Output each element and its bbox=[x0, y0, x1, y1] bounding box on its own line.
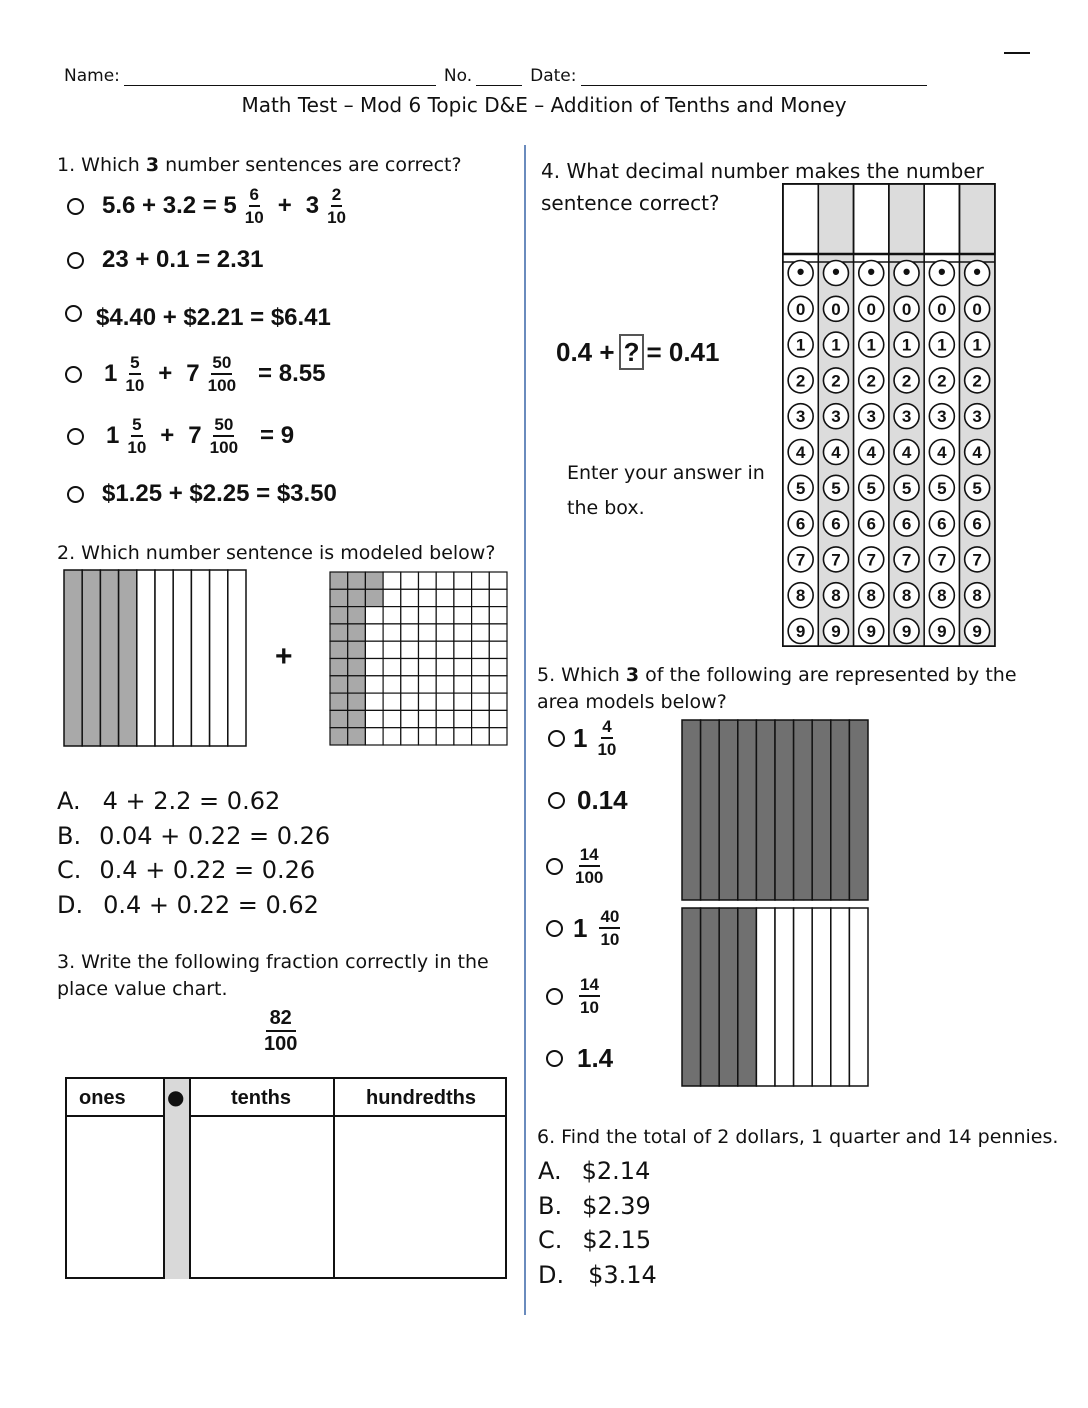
bubble-label: 1 bbox=[901, 335, 912, 355]
shaded-hundredth bbox=[348, 641, 366, 658]
hundredth-cell bbox=[419, 693, 437, 710]
radio-button[interactable] bbox=[546, 920, 563, 937]
bubble-label: 8 bbox=[972, 586, 982, 606]
corner-mark bbox=[1004, 52, 1030, 54]
bubble-label: • bbox=[796, 259, 805, 284]
bubble-label: 5 bbox=[831, 478, 841, 498]
hundredth-cell bbox=[401, 589, 419, 606]
hundredth-cell bbox=[419, 676, 437, 693]
q1-option-6[interactable]: $1.25 + $2.25 = $3.50 bbox=[67, 480, 337, 508]
shaded-tenth bbox=[719, 720, 738, 900]
q2-option-a[interactable]: A. 4 + 2.2 = 0.62 bbox=[57, 787, 281, 815]
shaded-tenth bbox=[756, 720, 775, 900]
hundredth-cell bbox=[365, 624, 383, 641]
fraction: $\frac{4}{10}$ bbox=[597, 717, 617, 759]
tenth-strip bbox=[191, 570, 209, 746]
hundredth-cell bbox=[401, 572, 419, 589]
bubble-label: 2 bbox=[866, 371, 876, 391]
shaded-hundredth bbox=[348, 607, 366, 624]
shaded-hundredth bbox=[330, 659, 348, 676]
hundredth-cell bbox=[419, 710, 437, 727]
hundredth-cell bbox=[436, 572, 454, 589]
bubble-label: 4 bbox=[795, 443, 806, 462]
hundredth-cell bbox=[419, 728, 437, 745]
fraction: $\frac{14}{100}$ bbox=[575, 845, 604, 887]
shaded-tenth bbox=[719, 908, 738, 1086]
bubble-label: 7 bbox=[831, 550, 841, 570]
hundredth-cell bbox=[436, 710, 454, 727]
shaded-hundredth bbox=[330, 572, 348, 589]
bubble-label: 6 bbox=[901, 514, 912, 534]
q1-option-2[interactable]: 23 + 0.1 = 2.31 bbox=[67, 246, 263, 274]
hundredth-cell bbox=[365, 693, 383, 710]
bubble-label: 1 bbox=[972, 335, 982, 355]
shaded-tenth bbox=[701, 720, 720, 900]
hundredth-cell bbox=[365, 607, 383, 624]
name-line bbox=[64, 66, 927, 86]
hundredth-cell bbox=[489, 693, 507, 710]
q2-options bbox=[57, 784, 330, 922]
tenth-strip bbox=[210, 570, 228, 746]
hundredths-cell[interactable] bbox=[335, 1117, 507, 1279]
answer-box[interactable]: ? bbox=[619, 334, 645, 370]
q6-option-d[interactable]: D. $3.14 bbox=[538, 1260, 657, 1289]
hundredth-cell bbox=[489, 659, 507, 676]
bubble-label: 6 bbox=[831, 514, 841, 534]
name-label: Name: bbox=[64, 66, 120, 86]
bubble-label: 9 bbox=[831, 622, 841, 641]
hundredth-cell bbox=[472, 693, 490, 710]
q5-option-3[interactable] bbox=[546, 846, 603, 886]
shaded-hundredth bbox=[330, 693, 348, 710]
area-model-1 bbox=[680, 718, 872, 902]
shaded-hundredth bbox=[330, 728, 348, 745]
hundredth-cell bbox=[401, 659, 419, 676]
q5-option-6[interactable]: 1.4 bbox=[546, 1043, 613, 1074]
hundredth-cell bbox=[436, 624, 454, 641]
tenth-strip bbox=[831, 908, 850, 1086]
bubble-label: 4 bbox=[937, 443, 947, 462]
shaded-tenth bbox=[812, 720, 831, 900]
q3-prompt: 3. Write the following fraction correctly in the place value chart. bbox=[57, 951, 489, 1000]
bubble-label: 7 bbox=[937, 550, 947, 570]
hundredth-cell bbox=[489, 624, 507, 641]
shaded-tenth bbox=[100, 570, 118, 746]
hundredth-cell bbox=[436, 659, 454, 676]
hundredth-cell bbox=[489, 710, 507, 727]
bubble-label: 3 bbox=[901, 407, 912, 427]
hundredth-cell bbox=[454, 659, 472, 676]
radio-button[interactable] bbox=[67, 486, 84, 503]
bubble-label: 2 bbox=[795, 371, 806, 391]
bubble-label: 7 bbox=[795, 550, 806, 570]
header-ones: ones bbox=[79, 1087, 126, 1109]
hundredth-cell bbox=[436, 693, 454, 710]
hundredth-cell bbox=[489, 572, 507, 589]
hundredth-cell bbox=[489, 589, 507, 606]
hundredth-cell bbox=[436, 589, 454, 606]
hundredth-cell bbox=[419, 641, 437, 658]
hundredth-cell bbox=[454, 641, 472, 658]
bubble-label: • bbox=[902, 259, 911, 284]
hundredth-cell bbox=[383, 659, 401, 676]
shaded-tenth bbox=[701, 908, 720, 1086]
page-title: Math Test – Mod 6 Topic D&E – Addition of Tenths and Money bbox=[241, 93, 847, 117]
q2-option-c[interactable]: C. 0.4 + 0.22 = 0.26 bbox=[57, 856, 316, 884]
hundredth-cell bbox=[436, 607, 454, 624]
bubble-label: 0 bbox=[866, 299, 876, 319]
radio-button[interactable] bbox=[67, 198, 84, 215]
q3-fraction: $\frac{82}{100}$ bbox=[264, 1007, 298, 1055]
bubble-label: 1 bbox=[795, 335, 806, 355]
q4-instruction: Enter your answer in the box. bbox=[567, 462, 765, 519]
radio-button[interactable] bbox=[65, 366, 82, 383]
fraction: $\frac{40}{10}$ bbox=[600, 907, 620, 949]
shaded-tenth bbox=[738, 720, 757, 900]
hundredth-cell bbox=[472, 624, 490, 641]
bubble-label: 9 bbox=[866, 622, 876, 641]
q2-prompt: 2. Which number sentence is modeled below? bbox=[57, 542, 496, 564]
no-field[interactable] bbox=[476, 67, 522, 86]
shaded-hundredth bbox=[348, 659, 366, 676]
hundredth-cell bbox=[401, 624, 419, 641]
hundredth-cell bbox=[401, 641, 419, 658]
fraction: $\frac{5}{10}$ bbox=[127, 415, 147, 457]
bubble-label: 9 bbox=[937, 622, 947, 641]
bubble-label: 0 bbox=[972, 299, 982, 319]
hundredth-cell bbox=[365, 641, 383, 658]
tenths-model bbox=[62, 568, 250, 748]
hundredth-cell bbox=[489, 641, 507, 658]
hundredth-cell bbox=[401, 728, 419, 745]
bubble-label: 2 bbox=[901, 371, 912, 391]
fraction: $\frac{14}{10}$ bbox=[580, 975, 599, 1017]
bubble-label: 5 bbox=[972, 478, 982, 498]
hundredth-cell bbox=[383, 641, 401, 658]
bubble-label: • bbox=[973, 259, 982, 284]
tenth-strip bbox=[228, 570, 246, 746]
place-value-chart bbox=[65, 1077, 507, 1279]
fraction: $\frac{50}{100}$ bbox=[209, 415, 239, 457]
hundredth-cell bbox=[419, 607, 437, 624]
hundredth-cell bbox=[365, 659, 383, 676]
hundredth-cell bbox=[436, 641, 454, 658]
bubble-label: 8 bbox=[866, 586, 876, 606]
radio-button[interactable] bbox=[546, 1050, 563, 1067]
hundredth-cell bbox=[454, 728, 472, 745]
fraction: $\frac{6}{10}$ bbox=[244, 185, 264, 227]
tenth-strip bbox=[137, 570, 155, 746]
hundredth-cell bbox=[383, 607, 401, 624]
bubble-label: 3 bbox=[972, 407, 982, 427]
bubble-label: 1 bbox=[866, 335, 876, 355]
hundredth-cell bbox=[383, 589, 401, 606]
shaded-hundredth bbox=[348, 710, 366, 727]
q5-option-2[interactable]: 0.14 bbox=[548, 785, 628, 816]
bubble-label: 7 bbox=[866, 550, 876, 570]
bubble-label: 8 bbox=[901, 586, 912, 606]
hundredth-cell bbox=[383, 572, 401, 589]
column-divider bbox=[524, 145, 526, 1315]
radio-button[interactable] bbox=[67, 428, 84, 445]
hundredth-cell bbox=[383, 710, 401, 727]
shaded-hundredth bbox=[330, 589, 348, 606]
bubble-label: • bbox=[937, 259, 946, 284]
radio-button[interactable] bbox=[67, 252, 84, 269]
hundredth-cell bbox=[383, 693, 401, 710]
bubble-label: 5 bbox=[937, 478, 947, 498]
shaded-hundredth bbox=[348, 624, 366, 641]
hundredth-cell bbox=[419, 624, 437, 641]
fraction: $\frac{2}{10}$ bbox=[327, 185, 346, 227]
hundredth-cell bbox=[401, 710, 419, 727]
tenth-strip bbox=[794, 908, 813, 1086]
date-field[interactable] bbox=[581, 67, 927, 86]
bubble-label: 4 bbox=[831, 443, 841, 462]
q4-equation: 0.4 + ? = 0.41 bbox=[556, 334, 719, 370]
bubble-label: 3 bbox=[937, 407, 947, 427]
bubble-label: 4 bbox=[901, 443, 912, 462]
shaded-hundredth bbox=[330, 676, 348, 693]
shaded-tenth bbox=[682, 908, 701, 1086]
shaded-hundredth bbox=[348, 676, 366, 693]
q5-option-5[interactable] bbox=[546, 976, 600, 1016]
q1-option-1[interactable]: 5.6 + 3.2 = 5 $\frac{6}{10}$ + 3 $\frac{2}{10}$ bbox=[67, 186, 346, 226]
radio-button[interactable] bbox=[548, 792, 565, 809]
answer-grid[interactable] bbox=[781, 182, 997, 650]
tenths-cell[interactable] bbox=[189, 1117, 333, 1279]
q6-option-c[interactable]: C. $2.15 bbox=[538, 1226, 652, 1254]
q5-option-1[interactable]: 1 $\frac{4}{10}$ bbox=[548, 718, 616, 758]
hundredth-cell bbox=[365, 728, 383, 745]
hundredth-cell bbox=[489, 607, 507, 624]
tenth-strip bbox=[775, 908, 794, 1086]
header-hundredths: hundredths bbox=[366, 1087, 476, 1109]
bubble-label: 2 bbox=[831, 371, 841, 391]
header-decimal-dot: ● bbox=[167, 1085, 185, 1109]
bubble-label: 5 bbox=[866, 478, 876, 498]
bubble-label: 7 bbox=[972, 550, 982, 570]
shaded-tenth bbox=[82, 570, 100, 746]
hundredth-cell bbox=[401, 676, 419, 693]
hundredth-cell bbox=[454, 624, 472, 641]
name-field[interactable] bbox=[124, 67, 436, 86]
tenth-strip bbox=[173, 570, 191, 746]
hundredth-cell bbox=[436, 676, 454, 693]
radio-button[interactable] bbox=[546, 988, 563, 1005]
hundredth-cell bbox=[454, 676, 472, 693]
shaded-tenth bbox=[738, 908, 757, 1086]
q1-option-3[interactable]: $4.40 + $2.21 = $6.41 bbox=[65, 304, 331, 332]
radio-button[interactable] bbox=[546, 858, 563, 875]
shaded-hundredth bbox=[330, 710, 348, 727]
hundredth-cell bbox=[419, 589, 437, 606]
hundredth-cell bbox=[365, 710, 383, 727]
hundredth-cell bbox=[454, 693, 472, 710]
tenth-strip bbox=[849, 908, 868, 1086]
hundredth-cell bbox=[472, 589, 490, 606]
hundredth-cell bbox=[436, 728, 454, 745]
q2-option-b[interactable]: B. 0.04 + 0.22 = 0.26 bbox=[57, 821, 331, 850]
bubble-label: 3 bbox=[831, 407, 841, 427]
q1-prompt: 1. Which 3 number sentences are correct? bbox=[57, 154, 462, 176]
bubble-label: 9 bbox=[972, 622, 982, 641]
bubble-label: 2 bbox=[937, 371, 947, 391]
hundredth-cell bbox=[419, 659, 437, 676]
fraction: $\frac{50}{100}$ bbox=[207, 353, 237, 395]
bubble-label: • bbox=[867, 259, 876, 284]
hundredth-cell bbox=[472, 572, 490, 589]
bubble-label: 6 bbox=[795, 514, 806, 534]
ones-cell[interactable] bbox=[67, 1117, 163, 1279]
q5-option-4[interactable]: 1 $\frac{40}{10}$ bbox=[546, 908, 620, 948]
shaded-hundredth bbox=[330, 607, 348, 624]
bubble-label: 8 bbox=[831, 586, 841, 606]
hundredth-cell bbox=[383, 728, 401, 745]
q1-option-5[interactable]: 1 $\frac{5}{10}$ + 7 $\frac{50}{100}$ = 9 bbox=[67, 416, 294, 456]
plus-sign: + bbox=[275, 640, 293, 673]
radio-button[interactable] bbox=[65, 305, 82, 322]
bubble-label: 2 bbox=[972, 371, 982, 391]
hundredth-cell bbox=[454, 572, 472, 589]
shaded-tenth bbox=[119, 570, 137, 746]
bubble-label: 3 bbox=[795, 407, 806, 427]
bubble-label: 1 bbox=[937, 335, 947, 355]
header-tenths: tenths bbox=[231, 1087, 291, 1109]
hundredth-cell bbox=[472, 710, 490, 727]
shaded-hundredth bbox=[348, 589, 366, 606]
hundredth-cell bbox=[454, 589, 472, 606]
no-label: No. bbox=[443, 66, 473, 86]
area-model-2 bbox=[680, 906, 872, 1088]
shaded-hundredth bbox=[330, 624, 348, 641]
hundredth-cell bbox=[472, 641, 490, 658]
bubble-label: 8 bbox=[795, 586, 806, 606]
shaded-tenth bbox=[775, 720, 794, 900]
date-label: Date: bbox=[530, 66, 577, 86]
bubble-label: 0 bbox=[795, 299, 806, 319]
shaded-hundredth bbox=[330, 641, 348, 658]
fraction: $\frac{5}{10}$ bbox=[125, 353, 145, 395]
bubble-label: 0 bbox=[937, 299, 947, 319]
bubble-label: 3 bbox=[866, 407, 876, 427]
decimal-column bbox=[163, 1079, 191, 1279]
hundredth-cell bbox=[472, 676, 490, 693]
hundredth-cell bbox=[454, 607, 472, 624]
q6-prompt: 6. Find the total of 2 dollars, 1 quarter and 14 pennies. bbox=[537, 1126, 1059, 1148]
hundredth-cell bbox=[365, 676, 383, 693]
bubble-label: 9 bbox=[795, 622, 806, 641]
hundredth-cell bbox=[472, 607, 490, 624]
hundredths-model bbox=[328, 570, 510, 748]
bubble-label: 8 bbox=[937, 586, 947, 606]
shaded-tenth bbox=[64, 570, 82, 746]
bubble-label: 4 bbox=[866, 443, 876, 462]
shaded-tenth bbox=[831, 720, 850, 900]
bubble-label: 1 bbox=[831, 335, 841, 355]
hundredth-cell bbox=[489, 728, 507, 745]
hundredth-cell bbox=[401, 693, 419, 710]
bubble-label: 0 bbox=[901, 299, 912, 319]
q6-options bbox=[538, 1154, 657, 1292]
shaded-tenth bbox=[794, 720, 813, 900]
bubble-label: 0 bbox=[831, 299, 841, 319]
q2-option-d[interactable]: D. 0.4 + 0.22 = 0.62 bbox=[57, 890, 319, 919]
q6-option-a[interactable]: A. $2.14 bbox=[538, 1157, 651, 1185]
bubble-label: 6 bbox=[972, 514, 982, 534]
bubble-label: 6 bbox=[937, 514, 947, 534]
tenth-strip bbox=[756, 908, 775, 1086]
hundredth-cell bbox=[383, 676, 401, 693]
q1-option-4[interactable]: 1 $\frac{5}{10}$ + 7 $\frac{50}{100}$ = 8.55 bbox=[65, 354, 325, 394]
q4-prompt: 4. What decimal number makes the number sentence correct? bbox=[541, 159, 984, 215]
hundredth-cell bbox=[472, 728, 490, 745]
shaded-hundredth bbox=[348, 693, 366, 710]
shaded-tenth bbox=[682, 720, 701, 900]
shaded-hundredth bbox=[348, 572, 366, 589]
bubble-label: 7 bbox=[901, 550, 912, 570]
bubble-label: 4 bbox=[972, 443, 982, 462]
shaded-tenth bbox=[849, 720, 868, 900]
bubble-label: 5 bbox=[795, 478, 806, 498]
bubble-label: 6 bbox=[866, 514, 876, 534]
shaded-hundredth bbox=[365, 572, 383, 589]
shaded-hundredth bbox=[348, 728, 366, 745]
bubble-label: • bbox=[832, 259, 840, 284]
shaded-hundredth bbox=[365, 589, 383, 606]
bubble-label: 9 bbox=[901, 622, 912, 641]
hundredth-cell bbox=[401, 607, 419, 624]
q6-option-b[interactable]: B. $2.39 bbox=[538, 1191, 651, 1220]
q5-prompt: 5. Which 3 of the following are represented by the area models below? bbox=[537, 664, 1017, 713]
radio-button[interactable] bbox=[548, 730, 565, 747]
hundredth-cell bbox=[489, 676, 507, 693]
hundredth-cell bbox=[454, 710, 472, 727]
hundredth-cell bbox=[419, 572, 437, 589]
tenth-strip bbox=[812, 908, 831, 1086]
bubble-label: 5 bbox=[901, 478, 912, 498]
tenth-strip bbox=[155, 570, 173, 746]
hundredth-cell bbox=[472, 659, 490, 676]
hundredth-cell bbox=[383, 624, 401, 641]
